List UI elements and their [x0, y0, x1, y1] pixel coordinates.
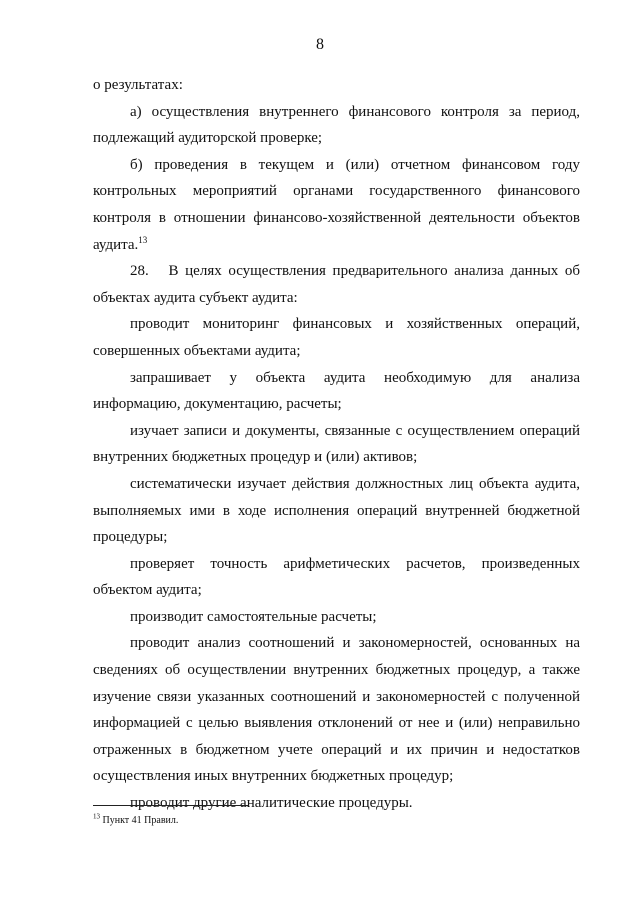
document-body: [93, 72, 580, 817]
paragraph: изучает записи и документы, связанные с осуществлением операций внутренних бюджетных процедур и (или) активов;: [93, 422, 580, 466]
paragraph: о результатах:: [93, 77, 183, 93]
paragraph: проводит анализ соотношений и закономерностей, основанных на сведениях об осуществлении внутренних бюджетных процедур, а также изучение связи указанных соотношений и закономерностей с полученной информацией с целью выявления отклонений от нее и (или) неправильно отраженных в бюджетном учете операций и их причин и недостатков осуществления иных внутренних бюджетных процедур;: [93, 635, 580, 785]
page-number: 8: [316, 36, 324, 53]
paragraph-text: б) проведения в текущем и (или) отчетном финансовом году контрольных мероприятий органами государственного финансового контроля в отношении финансово-хозяйственной деятельности объектов аудита.: [93, 156, 580, 253]
footnote-number: 13: [93, 812, 100, 821]
footnote: [93, 812, 179, 826]
paragraph: систематически изучает действия должностных лиц объекта аудита, выполняемых ими в ходе исполнения операций внутренней бюджетной процедуры;: [93, 475, 580, 546]
paragraph: а) осуществления внутреннего финансового контроля за период, подлежащий аудиторской проверке;: [93, 103, 580, 147]
footnote-ref: 13: [138, 234, 148, 245]
paragraph: проводит мониторинг финансовых и хозяйственных операций, совершенных объектами аудита;: [93, 316, 580, 359]
footnote-text: Пункт 41 Правил.: [102, 815, 179, 826]
paragraph: [93, 152, 580, 258]
paragraph: запрашивает у объекта аудита необходимую для анализа информацию, документацию, расчеты;: [93, 369, 580, 413]
paragraph: проверяет точность арифметических расчетов, произведенных объектом аудита;: [93, 555, 580, 599]
paragraph: 28. В целях осуществления предварительного анализа данных об объектах аудита субъект аудита:: [93, 263, 580, 306]
footnote-separator: [93, 805, 249, 806]
paragraph: производит самостоятельные расчеты;: [130, 608, 377, 625]
paragraph: проводит другие аналитические процедуры.: [130, 795, 413, 812]
